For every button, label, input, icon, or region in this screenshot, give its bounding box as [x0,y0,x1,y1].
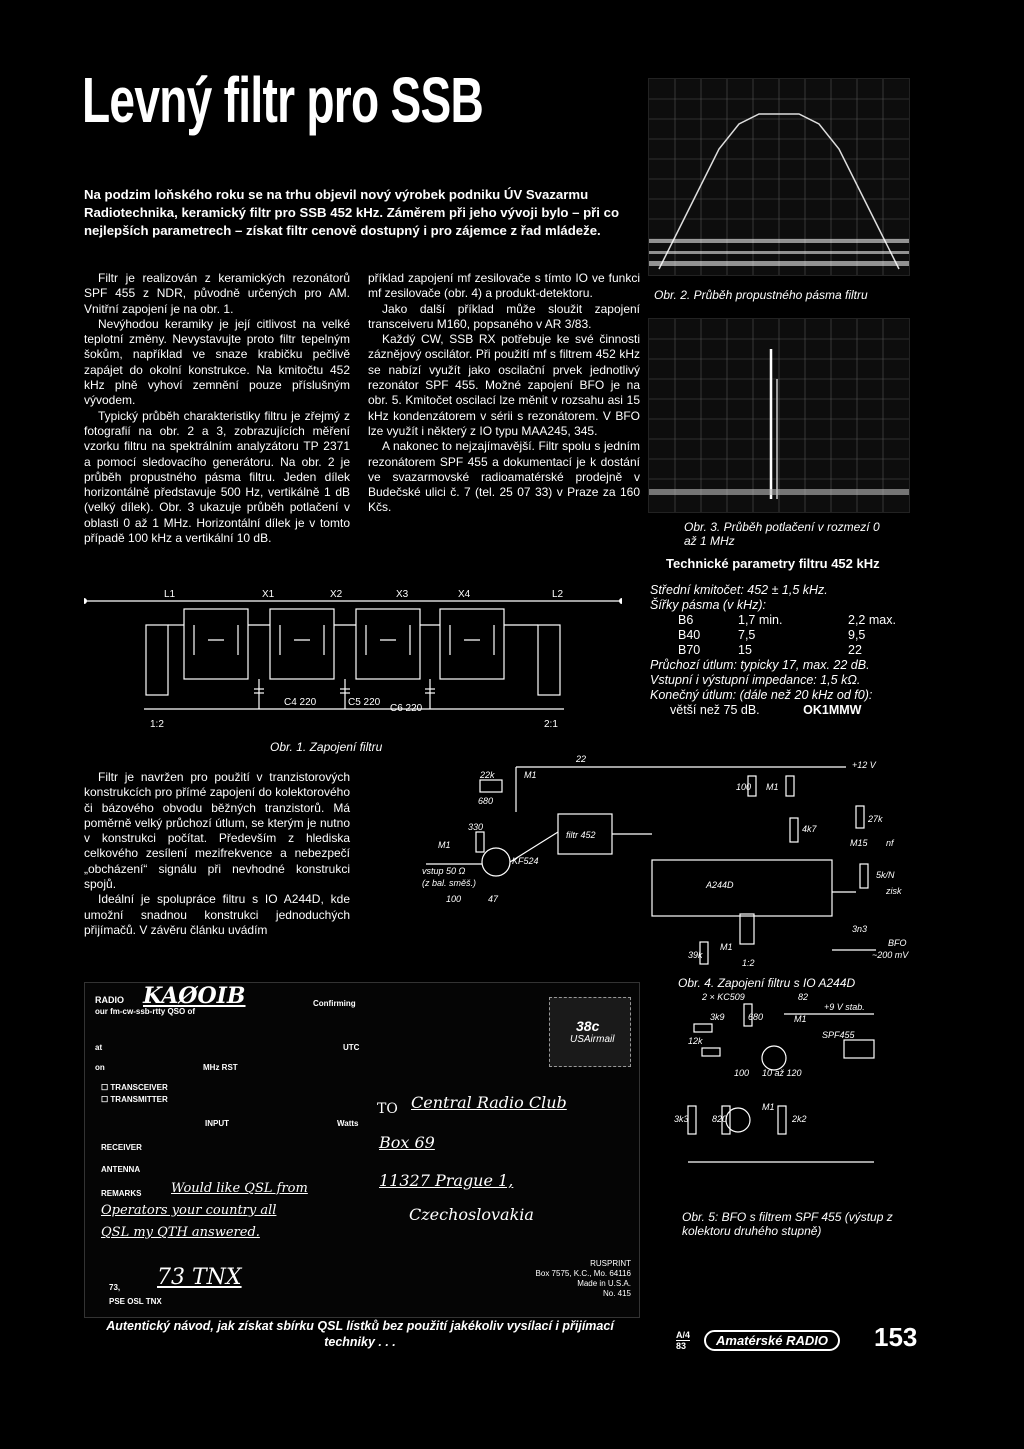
specs-cell: 2,2 max. [848,613,896,627]
qsl-our-qso: our fm-cw-ssb-rtty QSO of [95,1007,196,1016]
qsl-rusprint-line: Made in U.S.A. [577,1279,631,1288]
schem1-label: C5 220 [348,697,381,708]
schem1-label: C6 220 [390,703,423,714]
column-2 [368,271,640,516]
col3-paragraph: Ideální je spolupráce filtru s IO A244D, kde umožní snadnou konstrukci jednoduchých přijímačů. V závěru článku uvádím [84,892,350,937]
schem4-label: M1 [766,782,779,792]
fig2-caption: Obr. 2. Průběh propustného pásma filtru [654,288,868,302]
col2-paragraph: příklad zapojení mf zesilovače s tímto IO ve funkci mf zesilovače (obr. 4) a produkt-detektoru. [368,271,640,301]
table-row [678,613,900,628]
schem4-label: M1 [524,770,537,780]
schem4-label: (z bal. směš.) [422,878,477,888]
schem5-label: 2k2 [792,1114,807,1124]
photo-passband [648,78,910,276]
qsl-input: INPUT [205,1119,229,1128]
schem4-label: filtr 452 [566,830,596,840]
article-author: OK1MMW [803,703,862,717]
issue-bottom: 83 [676,1341,687,1351]
schem5-label: 100 [734,1068,750,1078]
qsl-address-3: 11327 Prague 1, [379,1171,514,1190]
qsl-confirming: Confirming [313,999,356,1008]
col1-paragraph: Nevýhodou keramiky je její citlivost na velké teplotní změny. Nevystavujte proto filtr tepelným šokům, například ve snaze krabičku pečlivě zapájet do okolní konstrukce. Na kmitočtu 452 kHz plně vyhoví zemnění pouze příslušným vývodem. [84,316,350,408]
schem4-label: 3n3 [852,924,868,934]
specs-center: Střední kmitočet: 452 ± 1,5 kHz. [650,583,828,597]
specs-cell: 1,7 min. [738,613,783,627]
schem4-label: 27k [868,814,883,824]
specs-final: Konečný útlum: (dále než 20 kHz od f0): [650,688,873,702]
qsl-stamp [549,997,631,1067]
col1-paragraph: Typický průběh charakteristiky filtru je zřejmý z fotografií na obr. 2 a 3, zobrazujících měření vzorku filtru na spektrálním analyzátoru TP 2371 a pomocí sledovacího generátoru. Na obr. 2 je průběh propustného pásma filtru. Jeden dílek horizontálně představuje 500 Hz, vertikálně 1 dB (velký dílek). Obr. 3 ukazuje průběh potlačení v oblasti 0 až 1 MHz. Horizontální dílek je v tomto případě 100 kHz a vertikální 10 dB. [84,408,350,546]
qsl-stamp-value: 38c [576,1018,600,1034]
schem5-label: M1 [794,1014,807,1024]
specs-final-value: větší než 75 dB. [670,703,760,717]
schem1-label: 1:2 [150,719,164,730]
qsl-address-4: Czechoslovakia [409,1205,534,1224]
schem4-label: M15 [850,838,868,848]
schem4-label: 680 [478,796,494,806]
schem5-label: 12k [688,1036,703,1046]
qsl-stamp-label: USAirmail [570,1034,615,1045]
schem5-label: 3k3 [674,1114,689,1124]
col2-paragraph: Každý CW, SSB RX potřebuje ke své činnosti záznějový oscilátor. Při použití mf s filtrem 452 kHz se nabízí využít jako oscilační prvek jednotlivý rezonátor SPF 455. Možné zapojení BFO je na obr. 5. Kmitočet oscilací lze měnit v rozsahu asi 15 kHz kondenzátorem v sérii s rezonátorem. V BFO lze využít i některý z IO typu MAA245, 345. [368,332,640,438]
qsl-radio-label: RADIO [95,995,124,1005]
schem4-label: 100 [736,782,752,792]
schem5-label: +9 V stab. [824,1002,865,1012]
fig5-caption: Obr. 5: BFO s filtrem SPF 455 (výstup z kolektoru druhého stupně) [682,1210,893,1238]
qsl-pse: PSE OSL TNX [109,1297,162,1306]
qsl-signoff: 73 TNX [157,1265,242,1290]
schem4-label: 22k [480,770,495,780]
specs-table [678,613,900,658]
schem4-label: zisk [886,886,902,896]
schem5-label: 10 až 120 [762,1068,802,1078]
photo-attenuation-graphic [649,319,910,513]
specs-bw-label: Šířky pásma (v kHz): [650,598,766,612]
photo-attenuation [648,318,910,513]
qsl-signoff-prefix: 73, [109,1283,121,1292]
qsl-remarks: REMARKS [101,1189,142,1198]
column-3 [84,770,350,938]
schem4-label: vstup 50 Ω [422,866,466,876]
issue-number [676,1330,690,1351]
schem1-label: X4 [458,589,471,600]
qsl-at: at [95,1043,103,1052]
qsl-callsign: KAØOIB [143,983,246,1009]
schem4-label: M1 [438,840,451,850]
col1-paragraph: Filtr je realizován z keramických rezonátorů SPF 455 z NDR, původně určených pro AM. Vnitřní zapojení je na obr. 1. [84,271,350,316]
article-lead: Na podzim loňského roku se na trhu objevil nový výrobek podniku ÚV Svazarmu Radiotechnika, keramický filtr pro SSB 452 kHz. Záměrem při jeho vývoji bylo – při co nejlepších parametrech – získat filtr cenově dostupný i pro zájemce z řad mládeže. [84,187,620,238]
schem4-label: 1:2 [742,958,755,966]
qsl-rusprint-line: No. 415 [602,1289,631,1298]
specs-cell: B70 [678,643,701,657]
schem5-label: 82 [798,992,809,1002]
schem4-label: 100 [446,894,462,904]
specs-heading: Technické parametry filtru 452 kHz [666,556,880,571]
schem4-label: A244D [706,880,734,890]
magazine-logo: Amatérské RADIO [704,1330,840,1351]
qsl-on: on [95,1063,105,1072]
specs-final2 [670,703,920,718]
qsl-remark-3: QSL my QTH answered. [101,1225,260,1240]
qsl-mhz-rst: MHz RST [203,1063,238,1072]
photo-passband-graphic [649,79,910,276]
qsl-remark-1: Would like QSL from [171,1181,308,1196]
schem1-label: X2 [330,589,343,600]
table-row [678,643,900,658]
schematic-fig1 [84,585,622,735]
schem1-label: C4 220 [284,697,317,708]
specs-cell: 15 [738,643,752,657]
schem5-label: M1 [762,1102,775,1112]
schem4-label: 39k [688,950,703,960]
schem4-label: M1 [720,942,733,952]
schem4-label: +12 V [852,760,876,770]
page-number: 153 [874,1322,918,1352]
table-row [678,628,900,643]
qsl-card [84,982,640,1318]
qsl-address-2: Box 69 [379,1133,435,1152]
specs-cell: 7,5 [738,628,756,642]
schem1-label: L1 [164,589,176,600]
schematic-fig4 [366,752,926,966]
qsl-rusprint-line: Box 7575, K.C., Mo. 64116 [535,1269,631,1278]
qsl-utc: UTC [343,1043,360,1052]
article-title: Levný filtr pro SSB [82,64,484,136]
specs-cell: 22 [848,643,862,657]
schem4-label: 330 [468,822,484,832]
fig3-caption: Obr. 3. Průběh potlačení v rozmezí 0 až 1 MHz [684,520,880,548]
column-1 [84,271,350,546]
qsl-remark-2: Operators your country all [101,1203,277,1218]
col2-paragraph: Jako další příklad může sloužit zapojení transceiveru M160, popsaného v AR 3/83. [368,301,640,331]
schem1-label: 2:1 [544,719,558,730]
qsl-transmitter-label: TRANSMITTER [110,1095,168,1104]
schem5-label: 680 [748,1012,764,1022]
col2-paragraph: A nakonec to nejzajímavější. Filtr spolu s jedním rezonátorem SPF 455 a dokumentací je k dostání ve svazarmovské radioamatérské prodejně v Budečské ulici č. 7 (tel. 25 07 33) v Praze za 160 Kčs. [368,439,640,515]
schem4-label: ~200 mV [872,950,909,960]
qsl-transceiver-label: TRANSCEIVER [110,1083,168,1092]
schem4-label: 5k/N [876,870,895,880]
schem4-label: 4k7 [802,824,817,834]
schem5-label: SPF455 [822,1030,855,1040]
qsl-antenna: ANTENNA [101,1165,141,1174]
schem5-label: 2 × KC509 [702,992,745,1002]
col3-paragraph: Filtr je navržen pro použití v tranzistorových konstrukcích pro přímé zapojení do kolektorového či bázového obvodu běžných tranzistorů. Má poměrně velký průchozí útlum, se kterým je nutno v konstrukci počítat. Především z hlediska celkového zesílení mezifrekvence a nebezpečí „obcházení“ signálu při nevhodné konstrukci spojů. [84,770,350,892]
schem1-label: L2 [552,589,564,600]
schematic-fig5 [674,992,914,1196]
issue-top: A/4 [676,1330,691,1340]
schem1-label: X3 [396,589,409,600]
qsl-address-1: Central Radio Club [411,1093,567,1112]
schem4-label: 22 [576,754,587,764]
qsl-footer-caption: Autentický návod, jak získat sbírku QSL lístků bez použití jakékoliv vysílací i přijímací techniky . . . [106,1319,614,1349]
qsl-transmitter: ☐ TRANSMITTER [101,1095,168,1104]
schem4-label: 47 [488,894,499,904]
schem1-label: X1 [262,589,275,600]
schem4-label: KF524 [512,856,539,866]
schem4-label: nf [886,838,894,848]
qsl-rusprint-line: RUSPRINT [590,1259,631,1268]
schem4-label: BFO [888,938,907,948]
qsl-rusprint [531,1259,631,1299]
specs-cell: B6 [678,613,694,627]
tech-specs [650,556,920,718]
specs-cell: 9,5 [848,628,866,642]
qsl-transceiver: ☐ TRANSCEIVER [101,1083,168,1092]
fig4-caption: Obr. 4. Zapojení filtru s IO A244D [678,976,856,990]
specs-cell: B40 [678,628,701,642]
schem5-label: 3k9 [710,1012,725,1022]
qsl-receiver: RECEIVER [101,1143,142,1152]
fig1-caption: Obr. 1. Zapojení filtru [270,740,383,754]
qsl-watts: Watts [337,1119,359,1128]
specs-loss: Průchozí útlum: typicky 17, max. 22 dB. [650,658,870,672]
schem5-label: 820 [712,1114,728,1124]
qsl-to: TO [377,1101,398,1117]
specs-impedance: Vstupní i výstupní impedance: 1,5 kΩ. [650,673,861,687]
